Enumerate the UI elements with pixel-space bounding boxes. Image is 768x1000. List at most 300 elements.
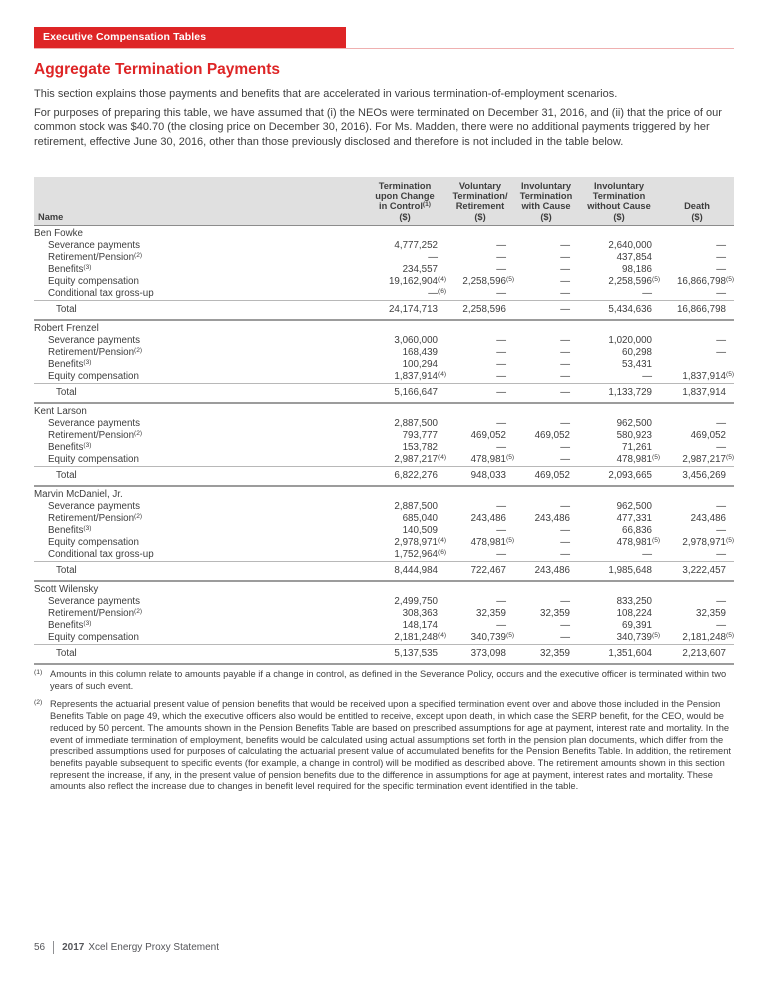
cell-value: — — [560, 239, 570, 251]
cell-value: 685,040 — [402, 512, 438, 524]
total-value-cell — [660, 466, 734, 486]
table-row — [34, 537, 734, 549]
row-label: Retirement/Pension$^{(2)}$ — [48, 251, 143, 263]
table-row — [34, 608, 734, 620]
value-cell — [660, 513, 734, 525]
value-cell — [364, 347, 446, 359]
total-value-cell — [578, 300, 660, 320]
cell-value: 2,213,607 — [682, 647, 726, 659]
column-header-line: Termination — [519, 191, 573, 202]
section-banner-label: Executive Compensation Tables — [43, 31, 207, 43]
value-cell — [446, 288, 514, 301]
total-value-cell — [446, 644, 514, 664]
footer-title: Xcel Energy Proxy Statement — [88, 942, 219, 953]
cell-value: 24,174,713 — [388, 303, 438, 315]
officer-name: Ben Fowke — [34, 227, 84, 239]
officer-name: Marvin McDaniel, Jr. — [34, 488, 123, 500]
cell-value: 32,359 — [696, 607, 726, 619]
cell-value: 5,434,636 — [608, 303, 652, 315]
column-unit: ($) — [540, 211, 552, 222]
value-cell — [578, 252, 660, 264]
cell-value: 437,854 — [616, 251, 652, 263]
value-cell — [514, 620, 578, 632]
value-cell: 2,987,217$^{(4)}$ — [394, 453, 447, 465]
total-value-cell — [514, 561, 578, 581]
cell-value: 2,258,596 — [462, 275, 506, 287]
value-cell — [446, 608, 514, 620]
value-cell: 1,837,914$^{(5)}$ — [682, 370, 735, 382]
cell-value: — — [560, 358, 570, 370]
row-label: Benefits$^{(3)}$ — [48, 263, 92, 275]
total-value-cell — [364, 561, 446, 581]
value-cell — [578, 620, 660, 632]
cell-value: 98,186 — [622, 263, 652, 275]
value-cell — [446, 264, 514, 276]
value-cell: 340,739$^{(5)}$ — [616, 631, 661, 643]
value-cell — [514, 513, 578, 525]
value-cell — [660, 430, 734, 442]
cell-value: 5,166,647 — [394, 386, 438, 398]
section-banner — [34, 27, 734, 49]
value-cell — [514, 359, 578, 371]
value-cell — [578, 549, 660, 562]
total-value-cell — [660, 561, 734, 581]
column-unit: ($) — [399, 211, 411, 222]
cell-value: — — [560, 536, 570, 548]
cell-value: — — [496, 524, 506, 536]
cell-value: 2,258,596 — [462, 303, 506, 315]
value-cell — [514, 264, 578, 276]
cell-value: — — [496, 619, 506, 631]
total-row — [34, 300, 734, 320]
cell-value: 153,782 — [402, 441, 438, 453]
cell-value: — — [716, 263, 726, 275]
cell-value: 722,467 — [470, 564, 506, 576]
cell-value: — — [642, 287, 652, 299]
column-header-5 — [660, 177, 734, 225]
value-cell — [578, 347, 660, 359]
cell-value: — — [496, 386, 506, 398]
value-cell — [660, 442, 734, 454]
cell-value: 243,486 — [470, 512, 506, 524]
row-label-footnote-ref: (2) — [134, 346, 143, 354]
officer-name: Scott Wilensky — [34, 583, 99, 595]
value-cell — [514, 288, 578, 301]
cell-value: 478,981 — [470, 453, 506, 465]
cell-value: — — [716, 239, 726, 251]
row-label-footnote-ref: (3) — [83, 441, 92, 449]
total-row — [34, 466, 734, 486]
total-value-cell — [514, 300, 578, 320]
row-label: Severance payments — [48, 417, 141, 429]
cell-value: — — [496, 417, 506, 429]
row-label: Conditional tax gross-up — [48, 287, 154, 299]
value-cell — [578, 442, 660, 454]
value-cell: 2,978,971$^{(4)}$ — [394, 536, 447, 548]
value-cell — [578, 335, 660, 347]
cell-value: 2,978,971 — [394, 536, 438, 548]
cell-value: 833,250 — [616, 595, 652, 607]
total-value-cell — [446, 383, 514, 403]
row-label: Conditional tax gross-up — [48, 548, 154, 560]
total-row — [34, 561, 734, 581]
cell-value: — — [716, 346, 726, 358]
cell-value: — — [560, 500, 570, 512]
table-row — [34, 276, 734, 288]
cell-value: — — [560, 251, 570, 263]
cell-value: — — [716, 524, 726, 536]
cell-value: — — [716, 417, 726, 429]
row-label-footnote-ref: (2) — [134, 607, 143, 615]
cell-value: 100,294 — [402, 358, 438, 370]
table-row — [34, 335, 734, 347]
row-label-footnote-ref: (3) — [83, 619, 92, 627]
table-row — [34, 596, 734, 608]
cell-value: — — [496, 548, 506, 560]
value-cell — [578, 430, 660, 442]
cell-value: 243,486 — [690, 512, 726, 524]
cell-value: 308,363 — [402, 607, 438, 619]
table-row — [34, 288, 734, 301]
value-cell — [364, 252, 446, 264]
value-cell — [514, 549, 578, 562]
cell-value: 340,739 — [616, 631, 652, 643]
footnote-2-text: Represents the actuarial present value of pension benefits that would be received upon a specified termination event over and above those included in the Pension Benefits Table on page 49, which the executive officers also would be entitled to receive, except upon death, in which case the SERP benefit, for the CEO, would be reduced by 50 percent. The amounts shown in the Pension Benefits Table are based on prescribed assumptions for age at payment, interest rate and mortality. In the event of immediate termination of employment, benefits would be calculated using actual assumptions set forth in the pension plan documents, which differ from the prescribed assumptions used for purposes of calculating the actuarial present value of accumulated benefits for the Pension Benefits Table. In addition, the retirement benefits payable subsequent to specific events (for example, a change in control) will be modified as described above. The retirement amounts shown in this section represent the increase, if any, in the present value of pension benefits due to the difference in assumptions for age at payment, interest rates and mortality. These amounts also reflect the increase due to changes in benefit level required for the specific termination event identified in the table. — [50, 699, 731, 792]
value-cell — [578, 240, 660, 252]
value-cell: 478,981$^{(5)}$ — [470, 453, 515, 465]
cell-value: 962,500 — [616, 417, 652, 429]
value-cell — [364, 335, 446, 347]
cell-value: 1,985,648 — [608, 564, 652, 576]
value-cell — [578, 501, 660, 513]
cell-value: 469,052 — [534, 469, 570, 481]
officer-name: Robert Frenzel — [34, 322, 99, 334]
column-header-line: in Control$^{(1)}$ — [379, 201, 431, 212]
cell-value: 2,258,596 — [608, 275, 652, 287]
row-label: Retirement/Pension$^{(2)}$ — [48, 512, 143, 524]
cell-value: 340,739 — [470, 631, 506, 643]
cell-value: — — [496, 346, 506, 358]
cell-value: 1,133,729 — [608, 386, 652, 398]
cell-value: 32,359 — [540, 647, 570, 659]
column-unit: ($) — [474, 211, 486, 222]
cell-value: 69,391 — [622, 619, 652, 631]
officer-name-row — [34, 320, 734, 335]
cell-value: — — [496, 358, 506, 370]
row-label-footnote-ref: (2) — [134, 429, 143, 437]
value-cell — [660, 288, 734, 301]
cell-value: 16,866,798 — [676, 275, 726, 287]
value-cell — [514, 608, 578, 620]
cell-value: — — [560, 548, 570, 560]
table-row — [34, 252, 734, 264]
cell-value: 2,640,000 — [608, 239, 652, 251]
cell-value: — — [496, 500, 506, 512]
value-cell — [514, 240, 578, 252]
cell-value: 53,431 — [622, 358, 652, 370]
row-label: Severance payments — [48, 239, 141, 251]
cell-value: — — [716, 251, 726, 263]
cell-value: 243,486 — [534, 512, 570, 524]
value-cell — [364, 240, 446, 252]
value-cell — [364, 525, 446, 537]
value-cell — [514, 252, 578, 264]
value-cell — [364, 264, 446, 276]
cell-value: 1,837,914 — [394, 370, 438, 382]
value-cell: 19,162,904$^{(4)}$ — [388, 275, 447, 287]
table-header-row — [34, 177, 734, 225]
total-value-cell — [578, 466, 660, 486]
total-value-cell — [578, 561, 660, 581]
value-cell: 2,987,217$^{(5)}$ — [682, 453, 735, 465]
column-header-line: Involuntary — [593, 181, 645, 191]
column-header-2 — [446, 177, 514, 225]
value-cell — [660, 264, 734, 276]
cell-value: — — [496, 441, 506, 453]
value-cell — [364, 608, 446, 620]
value-cell — [660, 620, 734, 632]
total-value-cell — [446, 300, 514, 320]
cell-value: — — [560, 275, 570, 287]
cell-value: — — [496, 287, 506, 299]
table-row — [34, 632, 734, 645]
value-cell — [514, 632, 578, 645]
cell-value: — — [496, 251, 506, 263]
cell-value: — — [716, 287, 726, 299]
total-value-cell — [660, 383, 734, 403]
cell-value: 2,181,248 — [394, 631, 438, 643]
column-header-line: Death — [684, 201, 710, 212]
value-cell — [364, 620, 446, 632]
page-number: 56 — [34, 942, 46, 953]
cell-value: 962,500 — [616, 500, 652, 512]
table-row — [34, 418, 734, 430]
column-unit: ($) — [613, 211, 625, 222]
cell-value: 3,060,000 — [394, 334, 438, 346]
value-cell — [446, 596, 514, 608]
table-row — [34, 620, 734, 632]
value-cell — [446, 513, 514, 525]
row-label: Equity compensation — [48, 275, 139, 287]
intro-paragraph: This section explains those payments and benefits that are accelerated in various termination-of-employment scenarios. — [34, 88, 618, 100]
cell-value: — — [560, 334, 570, 346]
value-cell — [446, 371, 514, 384]
column-header-1 — [364, 177, 446, 225]
cell-value: 243,486 — [534, 564, 570, 576]
cell-value: 32,359 — [476, 607, 506, 619]
cell-value: 478,981 — [470, 536, 506, 548]
column-header-line: Retirement — [455, 201, 505, 212]
value-cell — [514, 454, 578, 467]
value-cell — [660, 335, 734, 347]
value-cell — [446, 525, 514, 537]
table-row — [34, 454, 734, 467]
officer-name-row — [34, 581, 734, 596]
total-value-cell — [514, 383, 578, 403]
value-cell — [364, 501, 446, 513]
total-label: Total — [34, 644, 364, 664]
value-cell — [514, 537, 578, 549]
cell-value: 1,837,914 — [682, 370, 726, 382]
cell-value: 3,456,269 — [682, 469, 726, 481]
row-label: Severance payments — [48, 334, 141, 346]
cell-value: 469,052 — [690, 429, 726, 441]
cell-value: — — [716, 548, 726, 560]
value-cell — [446, 430, 514, 442]
footnotes — [34, 669, 734, 800]
column-header-line: Termination — [592, 191, 646, 202]
column-header-line: Voluntary — [458, 181, 502, 191]
cell-value: 234,557 — [402, 263, 438, 275]
value-cell: —$^{(6)}$ — [428, 287, 447, 299]
cell-value: — — [560, 287, 570, 299]
row-label: Retirement/Pension$^{(2)}$ — [48, 346, 143, 358]
termination-payments-table — [34, 177, 734, 665]
cell-value: — — [560, 370, 570, 382]
value-cell — [364, 418, 446, 430]
value-cell: 340,739$^{(5)}$ — [470, 631, 515, 643]
value-cell — [364, 596, 446, 608]
table-row — [34, 442, 734, 454]
row-label: Benefits$^{(3)}$ — [48, 619, 92, 631]
cell-value: — — [496, 263, 506, 275]
table-row — [34, 430, 734, 442]
cell-value: 1,752,964 — [394, 548, 438, 560]
column-header-line: upon Change — [375, 191, 435, 202]
cell-value: 32,359 — [540, 607, 570, 619]
cell-value: 2,887,500 — [394, 500, 438, 512]
table-row — [34, 371, 734, 384]
value-cell — [446, 252, 514, 264]
table-row — [34, 264, 734, 276]
value-cell — [446, 418, 514, 430]
value-cell: 2,258,596$^{(5)}$ — [608, 275, 661, 287]
column-header-line: Involuntary — [520, 181, 572, 191]
value-cell — [446, 620, 514, 632]
total-label: Total — [34, 383, 364, 403]
cell-value: 168,439 — [402, 346, 438, 358]
value-cell — [364, 513, 446, 525]
total-value-cell — [514, 644, 578, 664]
column-header-3 — [514, 177, 578, 225]
value-cell — [578, 264, 660, 276]
total-value-cell — [364, 466, 446, 486]
cell-value: 19,162,904 — [388, 275, 438, 287]
column-header-line: Termination/ — [452, 191, 508, 202]
value-cell — [660, 596, 734, 608]
cell-value: — — [716, 619, 726, 631]
value-cell: 478,981$^{(5)}$ — [616, 453, 661, 465]
value-cell: 1,752,964$^{(6)}$ — [394, 548, 447, 560]
cell-value: — — [560, 386, 570, 398]
row-label-footnote-ref: (2) — [134, 251, 143, 259]
name-column-header: Name — [34, 177, 364, 225]
value-cell — [578, 525, 660, 537]
cell-value: — — [560, 453, 570, 465]
footnote-2-marker: (2) — [34, 699, 43, 707]
value-cell — [578, 371, 660, 384]
cell-value: 108,224 — [616, 607, 652, 619]
cell-value: 2,181,248 — [682, 631, 726, 643]
cell-value: — — [716, 334, 726, 346]
total-label: Total — [34, 300, 364, 320]
cell-value: 3,222,457 — [682, 564, 726, 576]
cell-value: 4,777,252 — [394, 239, 438, 251]
cell-value: — — [496, 334, 506, 346]
cell-value: — — [560, 619, 570, 631]
total-value-cell — [578, 383, 660, 403]
row-label-footnote-ref: (2) — [134, 512, 143, 520]
value-cell — [578, 359, 660, 371]
cell-value: 16,866,798 — [676, 303, 726, 315]
total-value-cell — [578, 644, 660, 664]
total-value-cell — [364, 300, 446, 320]
cell-value: 948,033 — [470, 469, 506, 481]
value-cell — [578, 608, 660, 620]
cell-value: — — [496, 595, 506, 607]
cell-value: 2,987,217 — [682, 453, 726, 465]
row-label: Severance payments — [48, 595, 141, 607]
cell-value: 140,509 — [402, 524, 438, 536]
value-cell — [660, 525, 734, 537]
cell-value: — — [560, 631, 570, 643]
page-title: Aggregate Termination Payments — [34, 61, 281, 78]
total-row — [34, 383, 734, 403]
total-value-cell — [660, 300, 734, 320]
row-label: Equity compensation — [48, 370, 139, 382]
total-value-cell — [660, 644, 734, 664]
assumptions-paragraph: For purposes of preparing this table, we have assumed that (i) the NEOs were terminated on December 31, 2016, and (ii) that the price of our common stock was $40.70 (the closing price on December 30, 2016). For Ms. Madden, there were no additional payments triggered by her retirement, effective June 30, 2016, other than those previously disclosed and therefore is not included in the table below. — [34, 107, 722, 148]
cell-value: 469,052 — [534, 429, 570, 441]
cell-value: — — [496, 370, 506, 382]
officer-name-row — [34, 225, 734, 240]
value-cell — [514, 525, 578, 537]
footer-year: 2017 — [62, 942, 85, 953]
row-label-footnote-ref: (3) — [83, 524, 92, 532]
cell-value: 2,978,971 — [682, 536, 726, 548]
footnote-1 — [34, 669, 734, 692]
cell-value: — — [428, 287, 438, 299]
cell-value: 66,836 — [622, 524, 652, 536]
row-label: Benefits$^{(3)}$ — [48, 358, 92, 370]
cell-value: 1,351,604 — [608, 647, 652, 659]
footnote-2 — [34, 699, 734, 793]
cell-value: 580,923 — [616, 429, 652, 441]
value-cell — [514, 442, 578, 454]
value-cell — [660, 608, 734, 620]
value-cell: 1,837,914$^{(4)}$ — [394, 370, 447, 382]
value-cell — [578, 418, 660, 430]
value-cell — [446, 240, 514, 252]
cell-value: 2,887,500 — [394, 417, 438, 429]
column-header-footnote-ref: (1) — [422, 201, 431, 209]
value-cell — [578, 288, 660, 301]
cell-value: — — [560, 346, 570, 358]
officer-name-row — [34, 486, 734, 501]
cell-value: 793,777 — [402, 429, 438, 441]
row-label: Equity compensation — [48, 536, 139, 548]
value-cell — [514, 596, 578, 608]
row-label: Benefits$^{(3)}$ — [48, 441, 92, 453]
cell-value: 477,331 — [616, 512, 652, 524]
value-cell: 2,181,248$^{(4)}$ — [394, 631, 447, 643]
value-cell — [578, 596, 660, 608]
footer-divider — [53, 941, 54, 954]
row-label: Retirement/Pension$^{(2)}$ — [48, 607, 143, 619]
total-value-cell — [514, 466, 578, 486]
column-header-4 — [578, 177, 660, 225]
table-row — [34, 501, 734, 513]
